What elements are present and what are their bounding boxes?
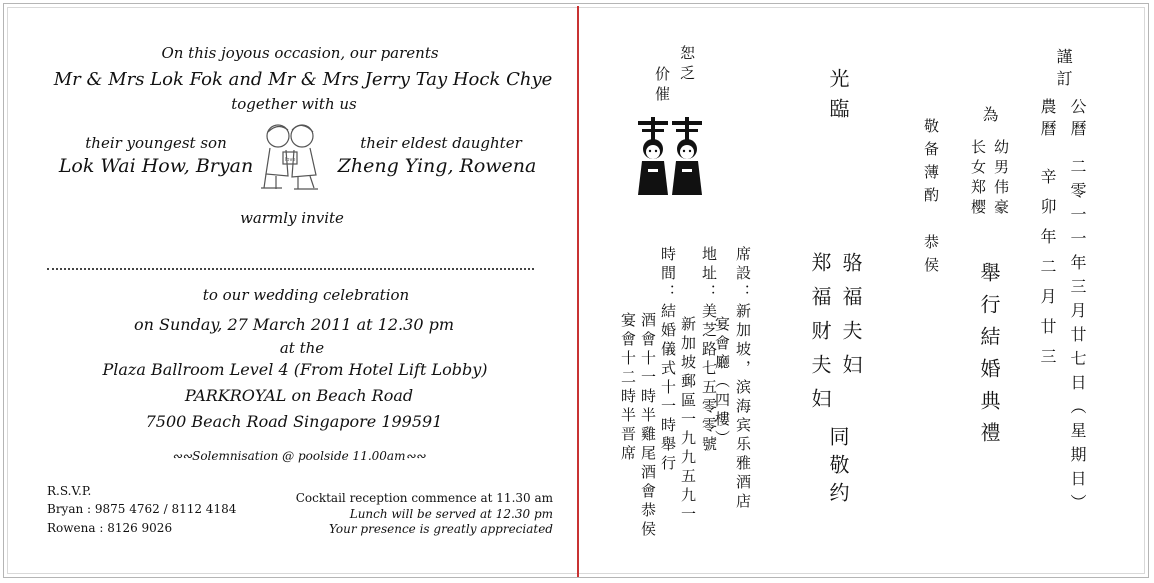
flourish-left-icon: ∾∾ [172,449,193,463]
shu-fa: 恕乏 [678,45,696,85]
kissing-couple-icon [258,122,324,192]
rsvp-title: R.S.V.P. [47,484,92,498]
jin-ding: 謹訂 [1054,48,1073,92]
venue-line-3: 7500 Beach Road Singapore 199591 [145,412,443,431]
postal-line: 新加坡郵區一九九五九一 [679,316,697,525]
wei-char: 為 [980,106,999,128]
lunar-date: 辛卯年二月廿三 [1038,168,1057,378]
svg-text:love: love [285,157,296,163]
groom-line: 幼男伟豪 [992,139,1010,219]
date-line: on Sunday, 27 March 2011 at 12.30 pm [134,315,454,334]
bride-line: 长女郑樱 [969,139,987,219]
venue-line-2: PARKROYAL on Beach Road [184,386,414,405]
at-the-line: at the [279,339,325,357]
son-label: their youngest son [85,134,227,152]
parents-line: Mr & Mrs Lok Fok and Mr & Mrs Jerry Tay Hock Chye [53,69,553,90]
nong-li: 農曆 [1038,98,1057,142]
banquet-line: 宴會十二時半晋席 [619,312,637,464]
flourish-right-icon: ∾∾ [405,449,426,463]
invite-line: warmly invite [240,209,344,227]
zheng-family: 郑福财夫妇 [808,252,832,422]
daughter-name: Zheng Ying, Rowena [337,155,537,177]
time-line: 時間：結婚儀式十一時舉行 [659,246,677,474]
intro-line: On this joyous occasion, our parents [161,44,439,62]
solemnisation-line: ∾∾Solemnisation @ poolside 11.00am∾∾ [172,449,426,463]
banquet-hall: 宴會廳（四樓） [713,316,731,449]
center-divider [577,6,579,577]
lunch-note: Lunch will be served at 12.30 pm [349,507,553,521]
dotted-separator [47,268,534,270]
double-happiness-couple-icon [636,115,704,197]
celebration-line: to our wedding celebration [202,286,410,304]
gong-li: 公曆 [1068,98,1087,142]
ceremony-line: 舉行結婚典禮 [977,262,1001,454]
daughter-label: their eldest daughter [360,134,522,152]
banquet-venue: 席設：新加坡，滨海宾乐雅酒店 [734,246,752,512]
cocktail-note: Cocktail reception commence at 11.30 am [295,491,553,505]
rsvp-bryan: Bryan : 9875 4762 / 8112 4184 [47,502,237,516]
together-line: together with us [231,95,357,113]
presence-note: Your presence is greatly appreciated [329,522,553,536]
rsvp-rowena: Rowena : 8126 9026 [47,521,173,535]
jingbei-line: 敬备薄酌 [922,118,940,210]
tong-jingyue: 同敬约 [826,426,850,510]
gonghou-line: 恭侯 [922,234,940,280]
address-line: 地址：美芝路七五零零號 [700,246,718,455]
luo-family: 骆福夫妇 [839,252,863,388]
venue-line-1: Plaza Ballroom Level 4 (From Hotel Lift Lobby) [102,360,488,379]
guanglin-line: 光臨 [826,68,850,128]
gregorian-date: 二零一一年三月廿七日（星期日） [1068,158,1087,518]
son-name: Lok Wai How, Bryan [58,155,254,177]
cocktail-line: 酒會十一時半雞尾酒會恭侯 [639,312,657,540]
jie-cui: 价催 [653,66,671,106]
